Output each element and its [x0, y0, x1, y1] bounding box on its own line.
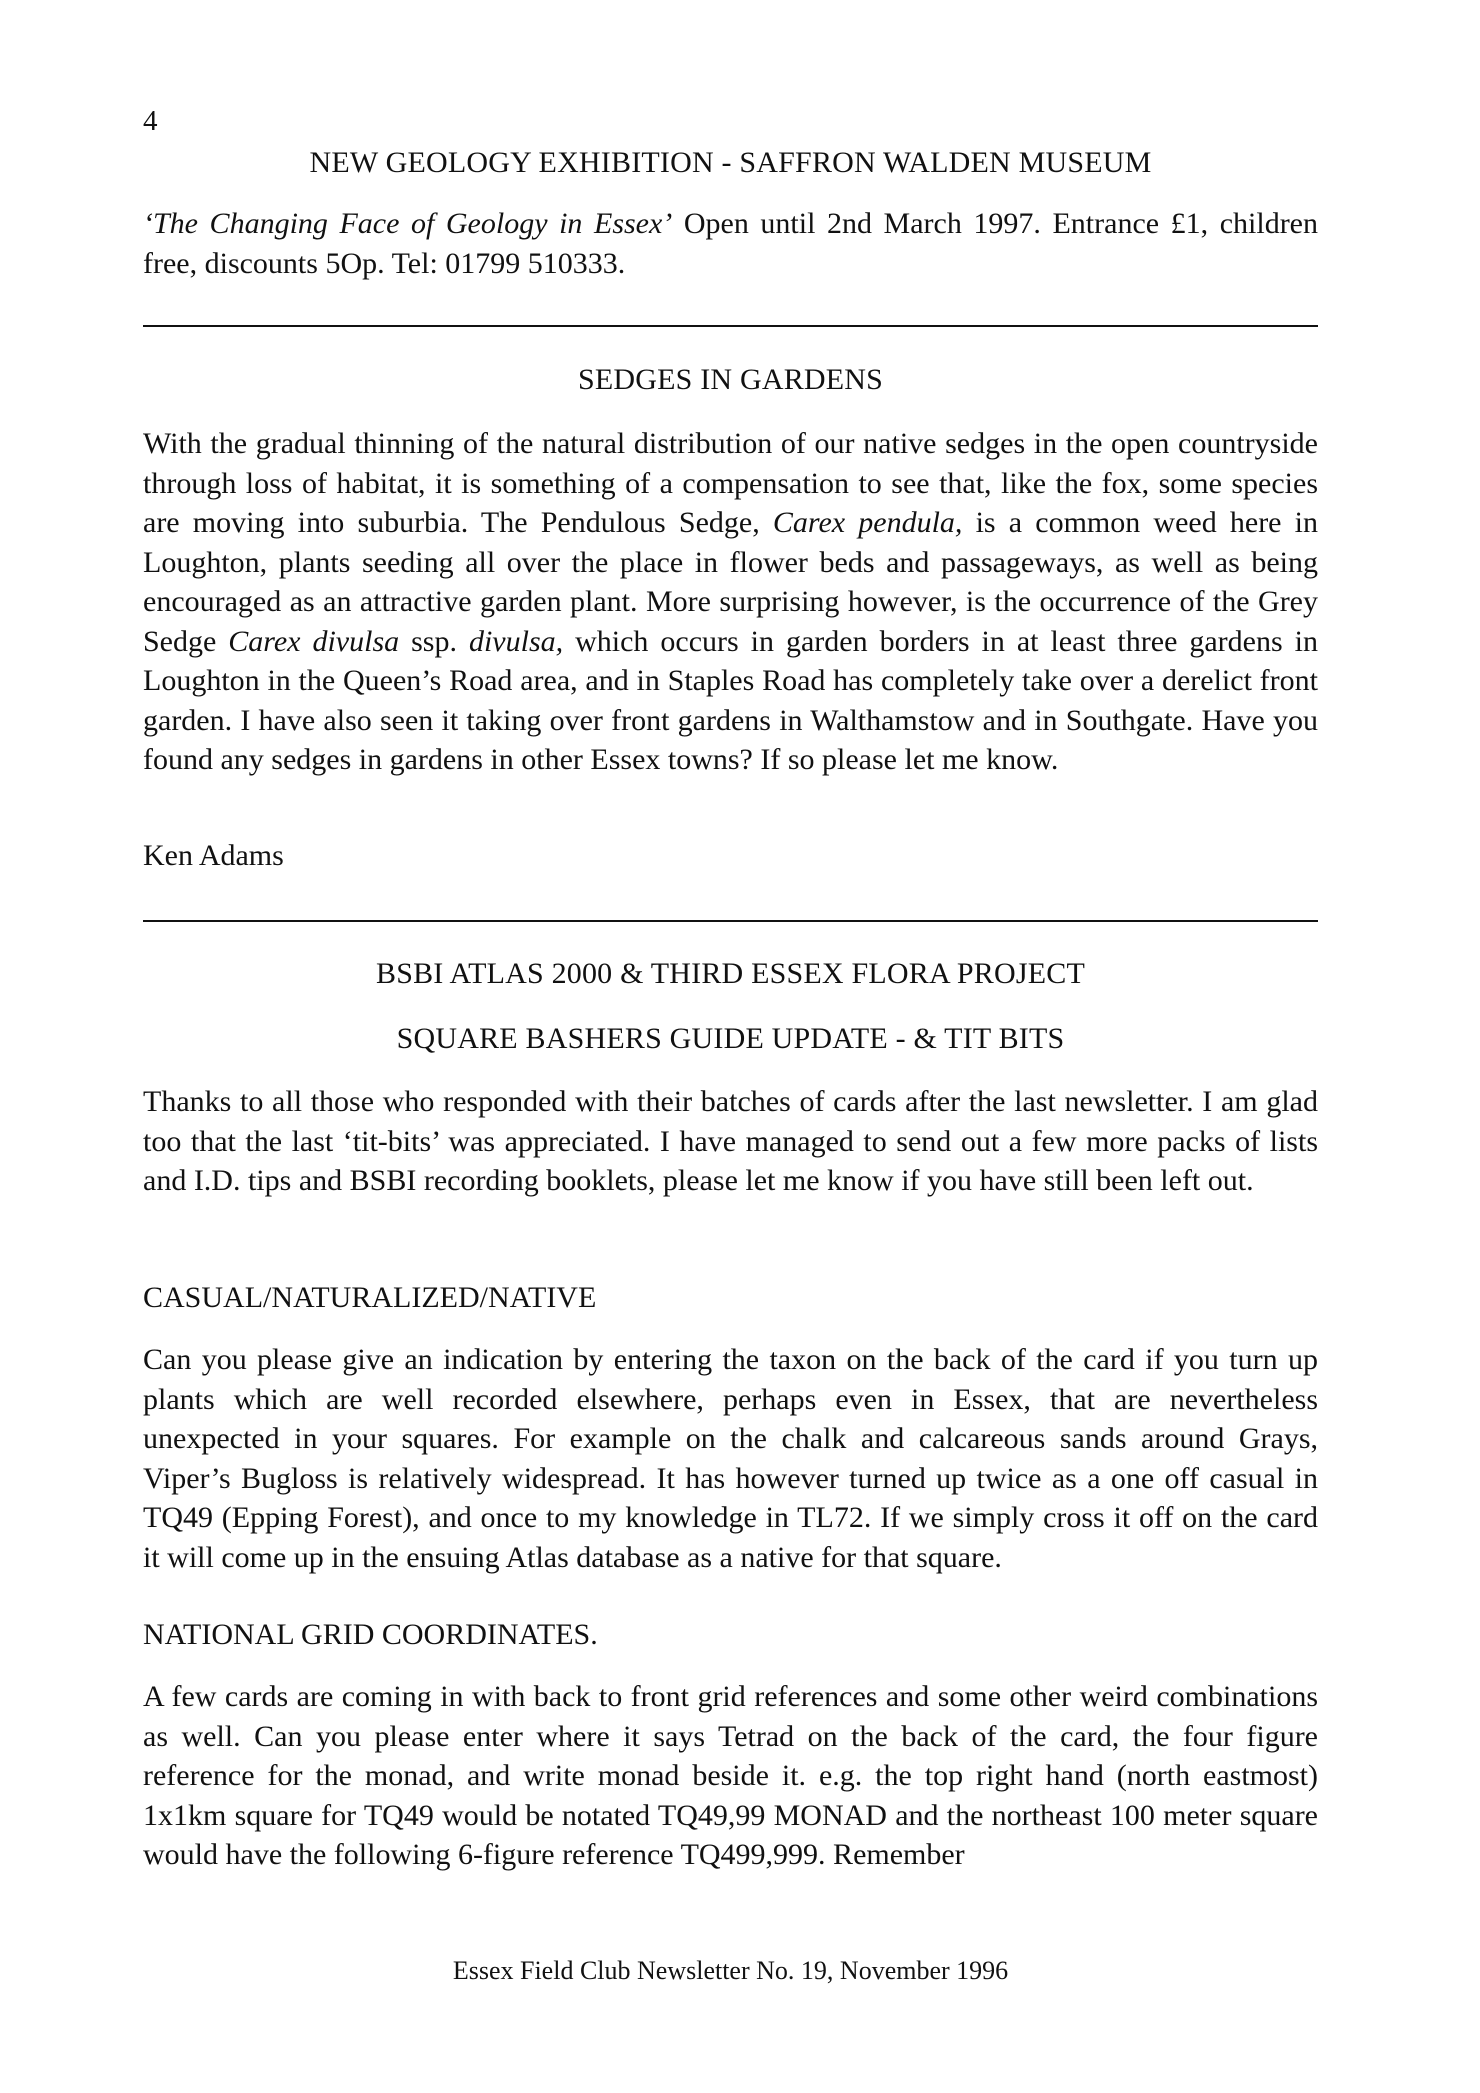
species-carex-pendula: Carex pendula,: [772, 506, 963, 539]
page-number: 4: [143, 105, 158, 137]
bsbi-subtitle: SQUARE BASHERS GUIDE UPDATE - & TIT BITS: [396, 1022, 1065, 1055]
divider-1: [143, 325, 1318, 327]
bsbi-title: BSBI ATLAS 2000 & THIRD ESSEX FLORA PROJECT: [375, 957, 1085, 990]
subspecies-divulsa: divulsa,: [468, 624, 564, 658]
divider-2: [143, 920, 1318, 922]
exhibition-title: ‘The Changing Face of Geology in Essex’: [143, 207, 673, 240]
sedges-text-4: which occurs in garden borders in at least three gardens in Loughton in the Queen’s Road area, and in Staples Road has completely take over a derelict front garden. I have also seen it taking over front gardens in Walthamstow and in Southgate. Have you found any sedges in gardens in other Essex towns? If so please let me know.: [143, 624, 1318, 776]
geology-text: Open until 2nd March 1997. Entrance £1, children free, discounts 5Op. Tel: 01799 510333.: [143, 207, 1319, 280]
sedges-paragraph: [143, 424, 1318, 780]
bsbi-intro-paragraph: Thanks to all those who responded with their batches of cards after the last newsletter. I am glad too that the last ‘tit-bits’ was appreciated. I have managed to send out a few more packs of lists and I.D. tips and BSBI recording booklets, please let me know if you have still been left out.: [143, 1085, 1318, 1197]
sedges-text-1: With the gradual thinning of the natural distribution of our native sedges in the open countryside through loss of habitat, it is something of a compensation to see that, like the fox, some species are moving into suburbia. The Pendulous Sedge,: [143, 427, 1318, 539]
sedges-text-2: is a common weed here in Loughton, plants seeding all over the place in flower beds and passageways, as well as being encouraged as an attractive garden plant. More surprising however, is the occurrence of the Grey Sedge: [143, 506, 1319, 658]
grid-heading: NATIONAL GRID COORDINATES.: [143, 1618, 598, 1651]
geology-paragraph: [143, 204, 1318, 283]
page-footer: Essex Field Club Newsletter No. 19, November 1996: [452, 1956, 1009, 1985]
sedges-title: SEDGES IN GARDENS: [577, 363, 884, 396]
sedges-text-3: ssp.: [399, 624, 469, 658]
casual-paragraph: Can you please give an indication by entering the taxon on the back of the card if you turn up plants which are well recorded elsewhere, perhaps even in Essex, that are nevertheless unexpected in your squares. For example on the chalk and calcareous sands around Grays, Viper’s Bugloss is relatively widespread. It has however turned up twice as a one off casual in TQ49 (Epping Forest), and once to my knowledge in TL72. If we simply cross it off on the card it will come up in the ensuing Atlas database as a native for that square.: [143, 1343, 1318, 1574]
geology-title: NEW GEOLOGY EXHIBITION - SAFFRON WALDEN MUSEUM: [309, 146, 1152, 179]
casual-heading: CASUAL/NATURALIZED/NATIVE: [143, 1281, 597, 1314]
species-carex-divulsa: Carex divulsa: [228, 624, 400, 658]
sedges-author: Ken Adams: [143, 839, 284, 872]
grid-paragraph: A few cards are coming in with back to front grid references and some other weird combinations as well. Can you please enter where it says Tetrad on the back of the card, the four figure reference for the monad, and write monad beside it. e.g. the top right hand (north eastmost) 1x1km square for TQ49 would be notated TQ49,99 MONAD and the northeast 100 meter square would have the following 6-figure reference TQ499,999. Remember: [143, 1680, 1318, 1871]
